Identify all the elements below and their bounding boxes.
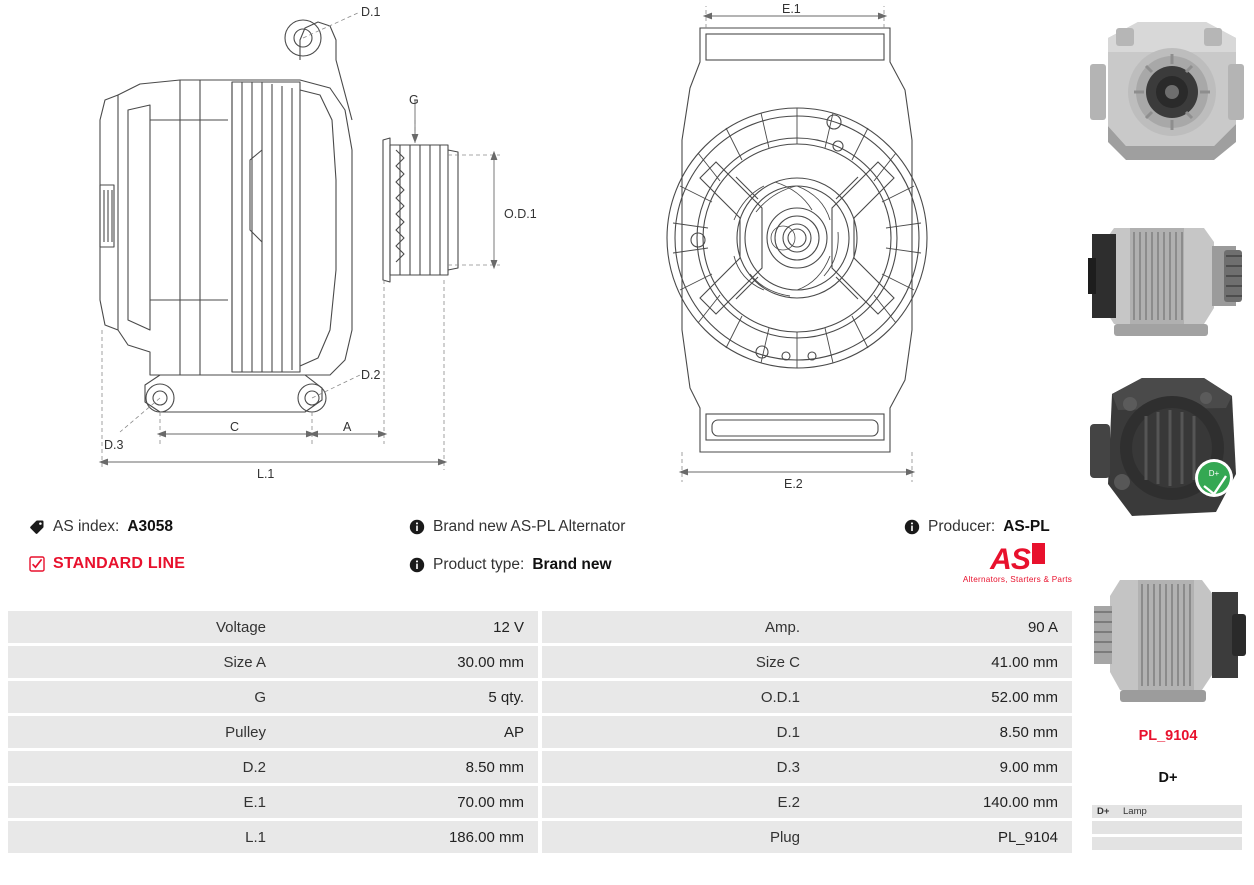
tag-icon bbox=[28, 519, 45, 536]
svg-text:D+: D+ bbox=[1208, 469, 1220, 478]
spec-value: 12 V bbox=[280, 611, 538, 643]
product-photo-side[interactable] bbox=[1086, 184, 1248, 362]
as-index-label: AS index: bbox=[53, 518, 120, 535]
product-type-value: Brand new bbox=[532, 556, 612, 573]
product-photos bbox=[1086, 4, 1250, 853]
as-logo-bar bbox=[1032, 543, 1045, 564]
producer-value: AS-PL bbox=[1003, 518, 1050, 535]
standard-line-label: STANDARD LINE bbox=[53, 555, 186, 572]
spec-value: 52.00 mm bbox=[814, 681, 1072, 713]
spec-label: L.1 bbox=[8, 821, 280, 853]
table-row bbox=[8, 681, 1072, 713]
product-photo-rear[interactable] bbox=[1086, 364, 1248, 542]
as-logo-subtitle: Alternators, Starters & Parts bbox=[962, 575, 1073, 584]
label-c: C bbox=[230, 420, 240, 434]
producer-row bbox=[903, 517, 1050, 537]
spec-value: 70.00 mm bbox=[280, 786, 538, 818]
table-row bbox=[8, 751, 1072, 783]
spec-value: 5 qty. bbox=[280, 681, 538, 713]
as-logo-mark: AS bbox=[990, 543, 1030, 576]
label-d2: D.2 bbox=[361, 368, 381, 382]
as-index-row bbox=[28, 517, 185, 573]
spec-label: D.1 bbox=[542, 716, 814, 748]
table-row bbox=[1092, 805, 1242, 818]
spec-value: 41.00 mm bbox=[814, 646, 1072, 678]
product-photo-pulley[interactable] bbox=[1086, 544, 1248, 722]
dplus-label: D+ bbox=[1158, 770, 1178, 786]
spec-label: O.D.1 bbox=[542, 681, 814, 713]
spec-value: 186.00 mm bbox=[280, 821, 538, 853]
spec-label: Pulley bbox=[8, 716, 280, 748]
spec-value: 8.50 mm bbox=[814, 716, 1072, 748]
technical-drawings bbox=[0, 0, 1080, 500]
spec-value: 30.00 mm bbox=[280, 646, 538, 678]
pin-key bbox=[1092, 837, 1118, 850]
pin-desc: Lamp bbox=[1118, 805, 1242, 818]
table-row bbox=[1092, 821, 1242, 834]
label-e2: E.2 bbox=[784, 477, 803, 491]
spec-label: Size A bbox=[8, 646, 280, 678]
label-od1: O.D.1 bbox=[504, 207, 537, 221]
check-box-icon bbox=[28, 556, 45, 573]
spec-label: Plug bbox=[542, 821, 814, 853]
pin-desc bbox=[1118, 821, 1242, 834]
label-d3: D.3 bbox=[104, 438, 124, 452]
spec-value: 9.00 mm bbox=[814, 751, 1072, 783]
spec-label: D.3 bbox=[542, 751, 814, 783]
as-index-value: A3058 bbox=[127, 518, 174, 535]
label-g: G bbox=[409, 93, 419, 107]
standard-line-badge bbox=[28, 555, 185, 573]
spec-value: 90 A bbox=[814, 611, 1072, 643]
table-row bbox=[8, 611, 1072, 643]
alternator-drawing-svg bbox=[0, 0, 1080, 500]
spec-label: E.1 bbox=[8, 786, 280, 818]
label-d1: D.1 bbox=[361, 5, 381, 19]
pin-key bbox=[1092, 821, 1118, 834]
table-row bbox=[8, 646, 1072, 678]
label-e1: E.1 bbox=[782, 2, 801, 16]
spec-label: G bbox=[8, 681, 280, 713]
table-row bbox=[1092, 837, 1242, 850]
spec-value: 8.50 mm bbox=[280, 751, 538, 783]
plug-code: PL_9104 bbox=[1138, 728, 1198, 744]
spec-label: Amp. bbox=[542, 611, 814, 643]
pin-desc bbox=[1118, 837, 1242, 850]
info-icon bbox=[903, 519, 920, 536]
brand-new-text: Brand new AS-PL Alternator bbox=[433, 518, 626, 535]
spec-label: D.2 bbox=[8, 751, 280, 783]
pin-key: D+ bbox=[1092, 805, 1118, 818]
info-icon bbox=[408, 557, 425, 574]
product-photo-front[interactable] bbox=[1086, 4, 1248, 182]
as-pl-logo bbox=[955, 543, 1080, 584]
spec-label: Voltage bbox=[8, 611, 280, 643]
label-a: A bbox=[343, 420, 352, 434]
spec-value: AP bbox=[280, 716, 538, 748]
product-info bbox=[8, 505, 1080, 600]
spec-value: PL_9104 bbox=[814, 821, 1072, 853]
spec-value: 140.00 mm bbox=[814, 786, 1072, 818]
spec-label: E.2 bbox=[542, 786, 814, 818]
spec-label: Size C bbox=[542, 646, 814, 678]
product-description bbox=[408, 517, 625, 575]
table-row bbox=[8, 821, 1072, 853]
specifications-table bbox=[8, 608, 1072, 856]
plug-pinout-table bbox=[1092, 802, 1242, 853]
producer-label: Producer: bbox=[928, 518, 996, 535]
table-row bbox=[8, 786, 1072, 818]
table-row bbox=[8, 716, 1072, 748]
label-l1: L.1 bbox=[257, 467, 275, 481]
product-type-label: Product type: bbox=[433, 556, 525, 573]
info-icon bbox=[408, 519, 425, 536]
